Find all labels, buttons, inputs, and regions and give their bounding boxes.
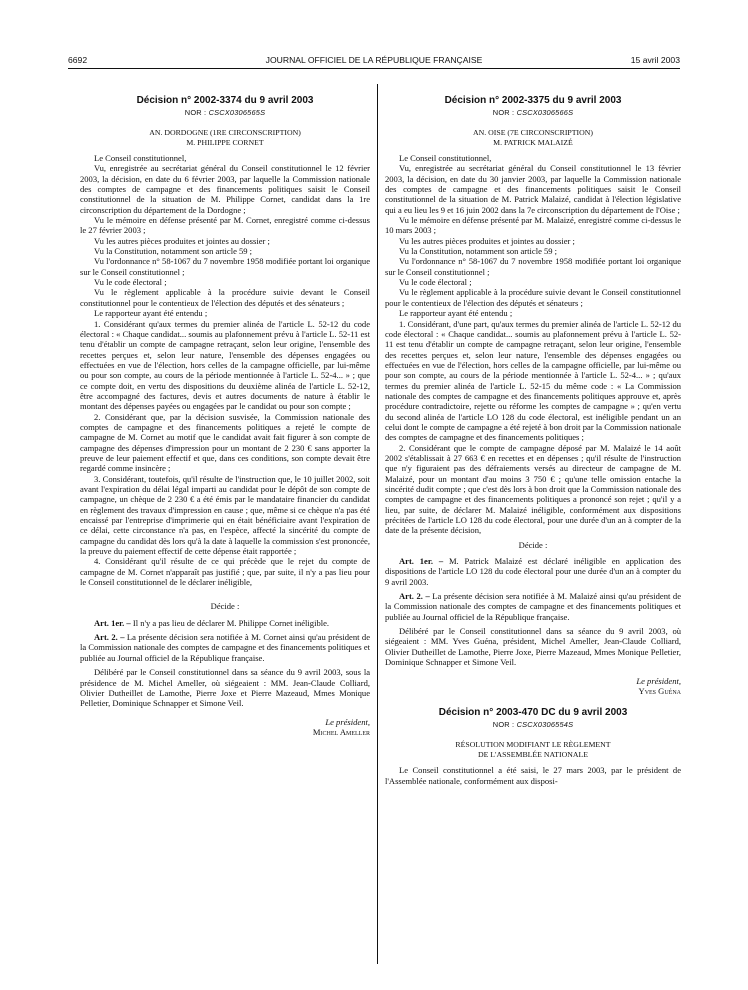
paragraph: Le Conseil constitutionnel a été saisi, le 27 mars 2003, par le président de l'Assemblée nationale, conformément aux disposi-: [385, 765, 681, 786]
paragraph: Vu l'ordonnance n° 58-1067 du 7 novembre 1958 modifiée portant loi organique sur le Conseil constitutionnel ;: [80, 256, 370, 277]
paragraph: Vu la Constitution, notamment son article 59 ;: [94, 246, 253, 257]
candidate-name: M. PHILIPPE CORNET: [186, 137, 264, 147]
issue-date: 15 avril 2003: [630, 55, 680, 65]
paragraph: 2. Considérant que, par la décision susvisée, la Commission nationale des comptes de campagne et des financements politiques a rejeté le compte de campagne de M. Cornet au motif que le candidat avait fait figurer à son compte de campagne des dépenses d'impression pour un montant de 2 230 € sans apporter la preuve de leur paiement effectif et que, dans ces conditions, son compte devait être regardé comme insincère ;: [80, 411, 370, 474]
article-2: Art. 2. – La présente décision sera notifiée à M. Malaizé ainsi qu'au président de la Commission nationale des comptes de campagne et des financements politiques et publiée au Journal officiel de la République française.: [385, 591, 681, 622]
article-2: Art. 2. – La présente décision sera notifiée à M. Cornet ainsi qu'au président de la Commission nationale des comptes de campagne et des financements politiques et publiée au Journal officiel de la République française.: [80, 632, 370, 663]
paragraph: 4. Considérant qu'il résulte de ce qui précède que le rejet du compte de campagne de M. Cornet n'apparaît pas justifié ; que, par suite, il n'y a pas lieu pour le Conseil constitutionnel de le déclarer inéligible,: [80, 556, 370, 588]
paragraph: Vu le code électoral ;: [399, 277, 472, 288]
decision-title-3: Décision n° 2003-470 DC du 9 avril 2003: [438, 707, 628, 719]
right-column: [385, 94, 681, 786]
left-column: [80, 94, 370, 737]
nor-reference: NOR : CSCX0306565S: [184, 108, 266, 117]
paragraph: Vu la Constitution, notamment son article 59 ;: [399, 246, 558, 257]
paragraph: Le Conseil constitutionnel,: [94, 153, 187, 163]
deliberation: Délibéré par le Conseil constitutionnel dans sa séance du 9 avril 2003, sous la présidence de M. Michel Ameller, où siégeaient : MM. Jean-Claude Colliard, Olivier Dutheillet de Lamothe, Pierre Joxe et Pierre Mazeaud, Mmes Monique Pelletier, Dominique Schnapper et Simone Veil.: [80, 667, 370, 709]
nor-reference-3: NOR : CSCX0306554S: [492, 720, 574, 730]
paragraph: Vu le code électoral ;: [94, 277, 167, 288]
paragraph: Vu le mémoire en défense présenté par M. Cornet, enregistré comme ci-dessus le 27 février 2003 ;: [80, 215, 370, 236]
candidate-name: M. PATRICK MALAIZÉ: [493, 137, 573, 147]
page-number: 6692: [68, 55, 88, 65]
decision-title: Décision n° 2002-3375 du 9 avril 2003: [444, 95, 622, 106]
column-divider: [377, 84, 378, 964]
paragraph: 3. Considérant, toutefois, qu'il résulte de l'instruction que, le 10 juillet 2002, soit avant l'expiration du délai légal imparti au candidat pour le dépôt de son compte de campagne, un chèque de 2 230 € a été émis par le mandataire financier du candidat en règlement des travaux d'impression en cause ; que, même si ce chèque n'a pas été encaissé par l'entreprise d'imprimerie qui en était bénéficiaire avant l'expiration de ce délai, cette circonstance n'a pas, en l'espèce, affecté la sincérité du compte de campagne du candidat dès lors qu'à la date à laquelle la commission s'est prononcée, la preuve du paiement effectif de cette dépense était rapportée ;: [80, 473, 370, 557]
constituency-heading: AN. OISE (7E CIRCONSCRIPTION): [473, 128, 593, 137]
nor-reference: NOR : CSCX0306566S: [492, 108, 574, 117]
signature-name: Yves Guéna: [638, 685, 681, 696]
paragraph: 1. Considérant qu'aux termes du premier alinéa de l'article L. 52-12 du code électoral : « Chaque candidat... soumis au plafonnement prévu à l'article L. 52-11 est tenu d'établir un compte de campagne retraçant, selon leur origine, l'ensemble des recettes perçues et, selon leur nature, l'ensemble des dépenses engagées ou effectuées en vue de l'élection, hors celles de la campagne officielle, par lui-même ou pour son compte, au cours de la période mentionnée à l'article L. 52-4... » ; que ce compte doit, en vertu des dispositions du deuxième alinéa de l'article L. 52-12, être accompagné des factures, devis et autres documents de nature à établir le montant des dépenses payées ou engagées par le candidat ou pour son compte ;: [80, 318, 370, 412]
resolution-heading: RÉSOLUTION MODIFIANT LE RÈGLEMENT: [455, 740, 611, 750]
signature-name: Michel Ameller: [312, 726, 370, 737]
paragraph: Vu le règlement applicable à la procédure suivie devant le Conseil constitutionnel pour le contentieux de l'élection des députés et des sénateurs ;: [80, 287, 370, 308]
paragraph: Vu l'ordonnance n° 58-1067 du 7 novembre 1958 modifiée portant loi organique sur le Conseil constitutionnel ;: [385, 256, 681, 277]
paragraph: Vu le règlement applicable à la procédure suivie devant le Conseil constitutionnel pour le contentieux de l'élection des députés et sénateurs ;: [385, 287, 681, 308]
paragraph: Vu, enregistrée au secrétariat général du Conseil constitutionnel le 12 février 2003, la décision, en date du 6 février 2003, par laquelle la Commission nationale des comptes de campagne et des financements politiques saisit le Conseil constitutionnel de la situation de M. Philippe Cornet, candidat dans la 1re circonscription du département de la Dordogne ;: [80, 163, 370, 215]
paragraph: Vu les autres pièces produites et jointes au dossier ;: [399, 235, 575, 246]
article-1: Art. 1er. – M. Patrick Malaizé est déclaré inéligible en application des dispositions de l'article LO 128 du code électoral pour une durée d'un an à compter du 9 avril 2003.: [385, 556, 681, 587]
paragraph: Vu, enregistrée au secrétariat général du Conseil constitutionnel le 13 février 2003, la décision, en date du 30 janvier 2003, par laquelle la Commission nationale des comptes de campagne et des financements politiques saisit le Conseil constitutionnel de la situation de M. Patrick Malaizé, candidat à l'élection législative qui a eu lieu les 9 et 16 juin 2002 dans la 7e circonscription du département de l'Oise ;: [385, 163, 681, 215]
paragraph: Le Conseil constitutionnel,: [399, 153, 492, 163]
decision-title: Décision n° 2002-3374 du 9 avril 2003: [136, 95, 314, 106]
constituency-heading: AN. DORDOGNE (1RE CIRCONSCRIPTION): [149, 128, 301, 137]
resolution-heading-line2: DE L'ASSEMBLÉE NATIONALE: [477, 749, 589, 759]
decide-heading: Décide :: [518, 539, 548, 550]
paragraph: 2. Considérant que le compte de campagne déposé par M. Malaizé le 14 août 2002 s'établissait à 27 663 € en recettes et en dépenses ; qu'il résulte de l'instruction que n'y figuraient pas des défraiements versés au directeur de campagne de M. Malaizé, pour un montant d'au moins 3 750 € ; qu'une telle omission entache la sincérité dudit compte ; que c'est dès lors à bon droit que la Commission nationale des comptes de campagne et des financements politiques a prononcé son rejet ; qu'il y a lieu, par suite, de déclarer M. Malaizé inéligible, conformément aux dispositions précitées de l'article LO 128 du code électoral, pour une durée d'un an à compter de la date de la présente décision,: [385, 442, 681, 536]
signature-role: Le président,: [636, 675, 681, 686]
journal-title: JOURNAL OFFICIEL DE LA RÉPUBLIQUE FRANÇAISE: [265, 55, 483, 65]
signature-role: Le président,: [325, 716, 370, 727]
paragraph: Vu les autres pièces produites et jointes au dossier ;: [94, 235, 270, 246]
decide-heading: Décide :: [210, 601, 240, 612]
paragraph: 1. Considérant, d'une part, qu'aux termes du premier alinéa de l'article L. 52-12 du code électoral : « Chaque candidat... soumis au plafonnement prévu à l'article L. 52-11 est tenu d'établir un compte de campagne retraçant, selon leur origine, l'ensemble des recettes perçues et, selon leur nature, l'ensemble des dépenses engagées ou effectuées en vue de l'élection, hors celles de la campagne officielle, par lui-même ou pour son compte, au cours de la période mentionnée à l'article L. 52-4... » ; qu'aux termes du premier alinéa de l'article L. 52-15 du même code : « La Commission nationale des comptes de campagne et des financements politiques approuve et, après procédure contradictoire, rejette ou réforme les comptes de campagne » ; qu'en vertu du second alinéa de l'article LO 128 du code électoral, est inéligible pendant un an celui dont le compte de campagne a été rejeté à bon droit par la Commission nationale des comptes de campagne et des financements politiques ;: [385, 318, 681, 443]
running-header: [68, 54, 680, 66]
article-1: Art. 1er. – Il n'y a pas lieu de déclarer M. Philippe Cornet inéligible.: [94, 617, 330, 628]
paragraph: Le rapporteur ayant été entendu ;: [399, 308, 513, 319]
header-rule: [68, 68, 680, 69]
paragraph: Vu le mémoire en défense présenté par M. Malaizé, enregistré comme ci-dessus le 10 mars 2003 ;: [385, 215, 681, 236]
deliberation: Délibéré par le Conseil constitutionnel dans sa séance du 9 avril 2003, où siégeaient : MM. Yves Guéna, président, Michel Ameller, Jean-Claude Colliard, Olivier Dutheillet de Lamothe, Pierre Joxe, Pierre Mazeaud, Mmes Monique Pelletier, Dominique Schnapper et Simone Veil.: [385, 626, 681, 668]
paragraph: Le rapporteur ayant été entendu ;: [94, 308, 208, 319]
